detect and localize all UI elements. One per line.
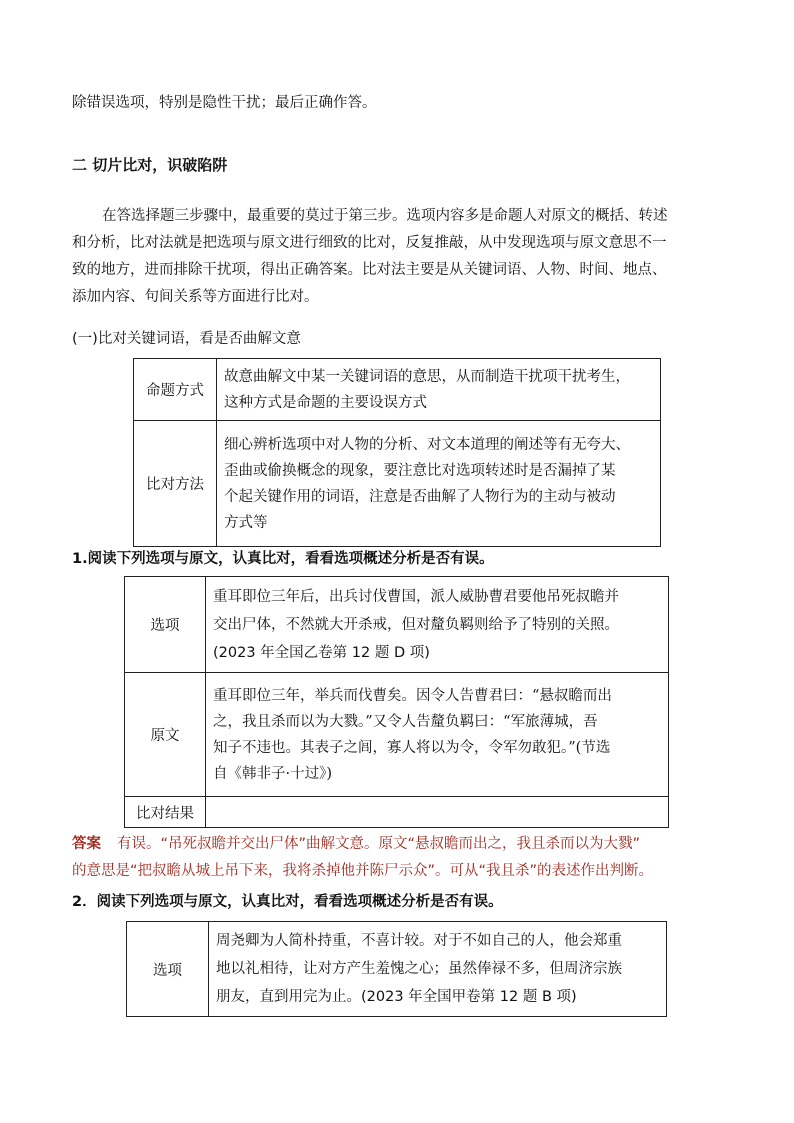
table-row: [127, 922, 667, 1017]
content-line: 重耳即位三年，举兵而伐曹矣。因令人告曹君曰：“悬叔瞻而出: [213, 687, 612, 704]
content-line: 朋友，直到用完为止。(2023 年全国甲卷第 12 题 B 项): [216, 989, 577, 1005]
answer-label: 答案: [72, 836, 101, 852]
content-line: 交出尸体，不然就大开杀戒，但对釐负羁则给予了特别的关照。: [213, 616, 619, 633]
section-paragraph: [72, 203, 668, 311]
table-row: [125, 673, 669, 797]
intro-tail-text: 除错误选项，特别是隐性干扰；最后正确作答。: [72, 95, 377, 111]
method-table: [133, 358, 661, 547]
content-line: 方式等: [224, 514, 268, 531]
question-2-prompt: 2．阅读下列选项与原文，认真比对，看看选项概述分析是否有误。: [72, 894, 503, 910]
content-line: 重耳即位三年后，出兵讨伐曹国，派人威胁曹君要他吊死叔瞻并: [213, 588, 619, 605]
question-2-table: [126, 921, 667, 1017]
row-content: [217, 421, 661, 547]
paragraph-line: 在答选择题三步骤中，最重要的莫过于第三步。选项内容多是命题人对原文的概括、转述: [102, 208, 668, 224]
paragraph-line: 致的地方，进而排除干扰项，得出正确答案。比对法主要是从关键词语、人物、时间、地点、: [72, 262, 667, 278]
content-line: 故意曲解文中某一关键词语的意思，从而制造干扰项干扰考生，: [224, 368, 630, 385]
table-row: [125, 577, 669, 673]
paragraph-line: 和分析，比对法就是把选项与原文进行细致的比对，反复推敲，从中发现选项与原文意思不一: [72, 235, 667, 251]
answer-text: 有误。“吊死叔瞻并交出尸体”曲解文意。原文“悬叔瞻而出之，我且杀而以为大戮”: [117, 836, 641, 852]
row-label: 命题方式: [134, 359, 217, 421]
paragraph-line: 添加内容、句间关系等方面进行比对。: [72, 289, 319, 305]
table-row: [134, 359, 661, 421]
answer-line: 的意思是“把叔瞻从城上吊下来，我将杀掉他并陈尸示众”。可从“我且杀”的表述作出判断。: [72, 863, 654, 879]
content-line: (2023 年全国乙卷第 12 题 D 项): [213, 644, 430, 661]
row-content: [206, 673, 669, 797]
table-row: [134, 421, 661, 547]
result-cell: [206, 797, 669, 828]
table-row: [125, 797, 669, 828]
row-label: 比对结果: [125, 797, 206, 828]
row-label: 选项: [125, 577, 206, 673]
content-line: 周尧卿为人简朴持重，不喜计较。对于不如自己的人，他会郑重: [216, 933, 622, 949]
content-line: 知子不违也。其表子之闾，寡人将以为令，令军勿敢犯。”(节选: [213, 739, 611, 756]
answer-line: [72, 831, 640, 858]
row-label: 原文: [125, 673, 206, 797]
subsection-heading: (一)比对关键词语，看是否曲解文意: [72, 331, 301, 347]
section-heading: 二 切片比对，识破陷阱: [72, 156, 228, 174]
content-line: 之，我且杀而以为大戮。”又令人告釐负羁曰：“军旅薄城，吾: [213, 713, 598, 730]
content-line: 个起关键作用的词语，注意是否曲解了人物行为的主动与被动: [224, 488, 616, 505]
content-line: 这种方式是命题的主要设误方式: [224, 394, 427, 411]
content-line: 地以礼相待，让对方产生羞愧之心；虽然俸禄不多，但周济宗族: [216, 961, 622, 977]
row-content: [217, 359, 661, 421]
content-line: 细心辨析选项中对人物的分析、对文本道理的阐述等有无夸大、: [224, 436, 630, 453]
row-content: [209, 922, 667, 1017]
row-content: [206, 577, 669, 673]
question-1-table: [124, 576, 669, 828]
content-line: 歪曲或偷换概念的现象，要注意比对选项转述时是否漏掉了某: [224, 462, 616, 479]
question-1-prompt: 1.阅读下列选项与原文，认真比对，看看选项概述分析是否有误。: [72, 551, 494, 567]
row-label: 选项: [127, 922, 209, 1017]
content-line: 自《韩非子·十过》): [213, 765, 333, 782]
row-label: 比对方法: [134, 421, 217, 547]
